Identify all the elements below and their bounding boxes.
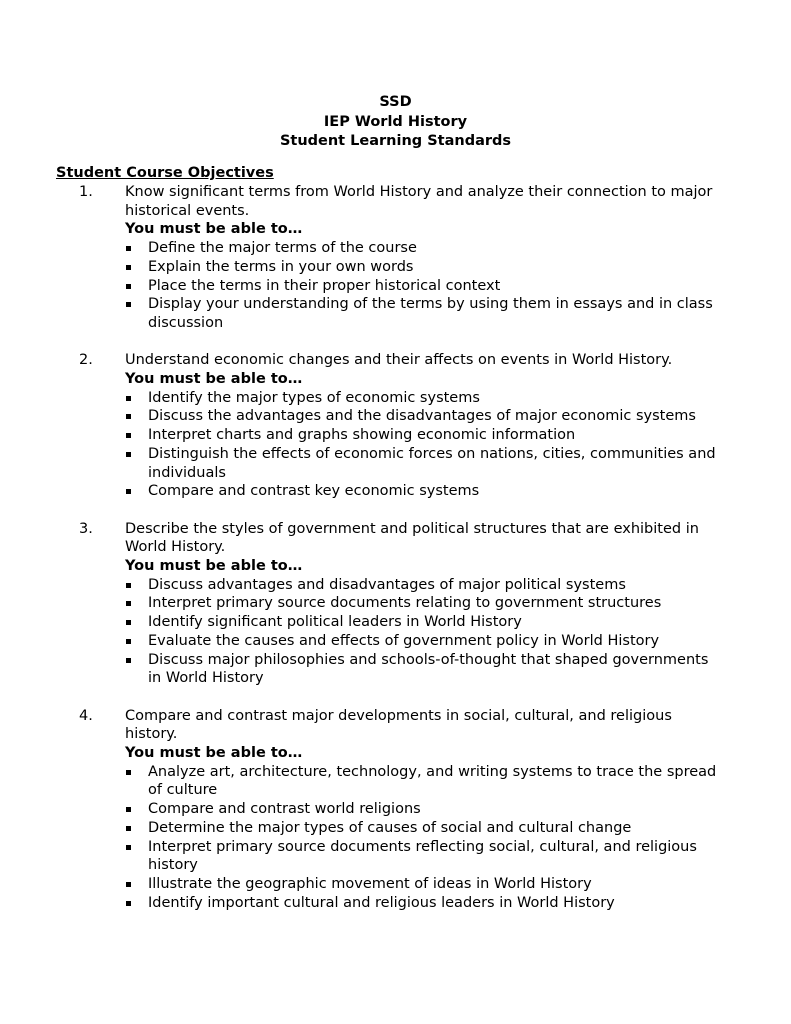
skill-text: Compare and contrast world religions (148, 801, 421, 818)
objective-text: Describe the styles of government and political structures that are exhibited in World History. (125, 520, 699, 556)
must-be-able-label: You must be able to… (125, 371, 303, 388)
skill-item (125, 576, 721, 595)
skill-text: Display your understanding of the terms by using them in essays and in class discussion (148, 296, 713, 331)
skill-item (125, 894, 721, 913)
skill-text: Identify significant political leaders in World History (148, 614, 522, 631)
skill-text: Identify important cultural and religious leaders in World History (148, 894, 615, 911)
square-bullet-icon (126, 620, 131, 625)
square-bullet-icon (126, 246, 131, 251)
skill-item (125, 407, 721, 426)
objective-text: Know significant terms from World History and analyze their connection to major historical events. (125, 184, 713, 219)
skill-item (125, 258, 721, 277)
skill-text: Interpret primary source documents relating to government structures (148, 595, 662, 612)
skill-text: Define the major terms of the course (148, 240, 417, 257)
objective-number: 4. (79, 707, 93, 724)
must-be-able-label: You must be able to… (125, 745, 303, 762)
skill-text: Discuss major philosophies and schools-of-thought that shaped governments in World History (148, 651, 709, 687)
objective-number: 2. (79, 352, 93, 369)
section-heading: Student Course Objectives (56, 165, 274, 181)
skill-text: Discuss the advantages and the disadvantages of major economic systems (148, 408, 696, 425)
skill-item (125, 800, 721, 819)
square-bullet-icon (126, 601, 131, 606)
title-line-organization: SSD (379, 94, 412, 110)
square-bullet-icon (126, 452, 131, 457)
skill-item (125, 277, 721, 296)
square-bullet-icon (126, 658, 131, 663)
skill-list (125, 576, 721, 688)
skill-text: Discuss advantages and disadvantages of major political systems (148, 576, 626, 593)
square-bullet-icon (126, 901, 131, 906)
skill-text: Interpret primary source documents reflecting social, cultural, and religious history (148, 838, 697, 874)
square-bullet-icon (126, 265, 131, 270)
square-bullet-icon (126, 845, 131, 850)
square-bullet-icon (126, 433, 131, 438)
skill-text: Place the terms in their proper historical context (148, 277, 501, 294)
skill-text: Interpret charts and graphs showing economic information (148, 427, 576, 444)
square-bullet-icon (126, 583, 131, 588)
skill-item (125, 651, 721, 688)
objective-item (0, 183, 791, 333)
title-line-course: IEP World History (323, 113, 468, 130)
skill-item (125, 239, 721, 258)
skill-text: Distinguish the effects of economic forces on nations, cities, communities and individuals (148, 445, 716, 481)
skill-text: Evaluate the causes and effects of government policy in World History (148, 632, 660, 649)
objective-item (0, 707, 791, 913)
skill-item (125, 613, 721, 632)
square-bullet-icon (126, 284, 131, 289)
skill-item (125, 295, 721, 332)
skill-item (125, 389, 721, 408)
skill-text: Illustrate the geographic movement of ideas in World History (148, 875, 592, 892)
objective-number: 1. (79, 184, 93, 200)
square-bullet-icon (126, 807, 131, 812)
skill-list (125, 239, 721, 333)
objectives-list (0, 183, 791, 912)
must-be-able-label: You must be able to… (125, 558, 303, 575)
skill-item (125, 426, 721, 445)
objective-item (0, 351, 791, 501)
skill-item (125, 875, 721, 894)
skill-item (125, 819, 721, 838)
square-bullet-icon (126, 414, 131, 419)
skill-text: Compare and contrast key economic systems (148, 483, 480, 500)
square-bullet-icon (126, 302, 131, 307)
square-bullet-icon (126, 882, 131, 887)
skill-item (125, 632, 721, 651)
objective-text: Compare and contrast major developments in social, cultural, and religious history. (125, 707, 672, 743)
skill-item (125, 838, 721, 875)
square-bullet-icon (126, 396, 131, 401)
skill-item (125, 594, 721, 613)
objective-number: 3. (79, 520, 93, 537)
objective-text: Understand economic changes and their affects on events in World History. (125, 352, 673, 369)
title-line-subtitle: Student Learning Standards (279, 133, 512, 149)
skill-item (125, 482, 721, 501)
skill-text: Analyze art, architecture, technology, and writing systems to trace the spread of culture (148, 763, 717, 799)
skill-text: Identify the major types of economic systems (148, 389, 480, 406)
square-bullet-icon (126, 770, 131, 775)
square-bullet-icon (126, 489, 131, 494)
skill-item (125, 763, 721, 800)
skill-text: Explain the terms in your own words (148, 258, 414, 275)
skill-list (125, 389, 721, 501)
skill-text: Determine the major types of causes of social and cultural change (148, 819, 632, 836)
square-bullet-icon (126, 639, 131, 644)
skill-item (125, 445, 721, 482)
skill-list (125, 763, 721, 913)
document-title (0, 93, 791, 152)
square-bullet-icon (126, 826, 131, 831)
objective-item (0, 520, 791, 688)
must-be-able-label: You must be able to… (125, 221, 303, 238)
